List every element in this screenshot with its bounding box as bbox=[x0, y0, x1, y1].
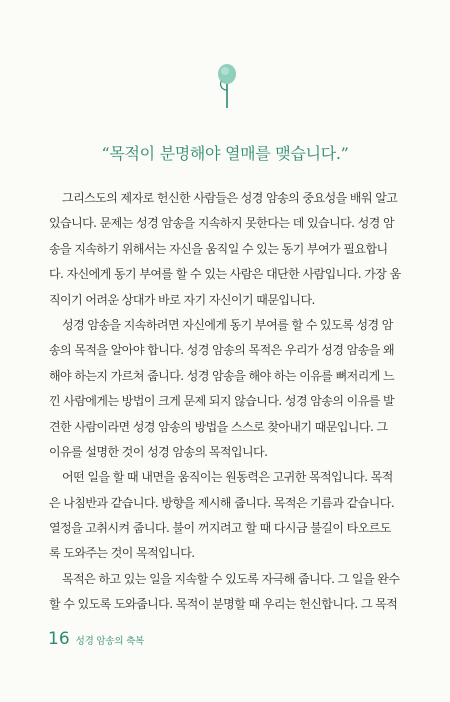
text-line: 그리스도의 제자로 헌신한 사람들은 성경 암송의 중요성을 배워 알고 bbox=[49, 191, 398, 205]
text-line: 열정을 고취시켜 줍니다. 불이 꺼지려고 할 때 다시금 불길이 타오르도 bbox=[49, 521, 391, 536]
text-line: 어떤 일을 할 때 내면을 움직이는 원동력은 고귀한 목적입니다. 목적 bbox=[49, 470, 393, 485]
chapter-heading: “목적이 분명해야 열매를 맺습니다.” bbox=[101, 144, 349, 163]
text-line: 이유를 설명한 것이 성경 암송의 목적입니다. bbox=[49, 444, 268, 459]
text-line: 할 수 있도록 도와줍니다. 목적이 분명할 때 우리는 헌신합니다. 그 목적 bbox=[49, 597, 398, 612]
text-line: 다. 자신에게 동기 부여를 할 수 있는 사람은 대단한 사람입니다. 가장 움 bbox=[49, 267, 401, 282]
text-line: 송의 목적을 알아야 합니다. 성경 암송의 목적은 우리가 성경 암송을 왜 bbox=[49, 343, 395, 358]
text-line: 있습니다. 문제는 성경 암송을 지속하지 못한다는 데 있습니다. 성경 암 bbox=[49, 216, 395, 231]
text-line: 직이기 어려운 상대가 바로 자기 자신이기 때문입니다. bbox=[49, 292, 315, 307]
page-number: 16 bbox=[48, 629, 70, 649]
text-line: 록 도와주는 것이 목적입니다. bbox=[49, 546, 195, 561]
body-text bbox=[49, 186, 405, 618]
text-line: 은 나침반과 같습니다. 방향을 제시해 줍니다. 목적은 기름과 같습니다. bbox=[49, 495, 395, 510]
seed-sprout-icon bbox=[212, 60, 242, 110]
text-line: 해야 하는지 가르쳐 줍니다. 성경 암송을 해야 하는 이유를 뼈저리게 느 bbox=[49, 368, 395, 383]
text-line: 견한 사람이라면 성경 암송의 방법을 스스로 찾아내기 때문입니다. 그 bbox=[49, 419, 388, 434]
text-line: 낀 사람에게는 방법이 크게 문제 되지 않습니다. 성경 암송의 이유를 발 bbox=[49, 394, 395, 409]
page-footer bbox=[48, 629, 144, 649]
text-line: 성경 암송을 지속하려면 자신에게 동기 부여를 할 수 있도록 성경 암 bbox=[49, 317, 393, 332]
text-line: 송을 지속하기 위해서는 자신을 움직일 수 있는 동기 부여가 필요합니 bbox=[49, 241, 388, 256]
text-line: 목적은 하고 있는 일을 지속할 수 있도록 자극해 줍니다. 그 일을 완수 bbox=[49, 571, 400, 586]
running-title: 성경 암송의 축복 bbox=[75, 636, 145, 647]
